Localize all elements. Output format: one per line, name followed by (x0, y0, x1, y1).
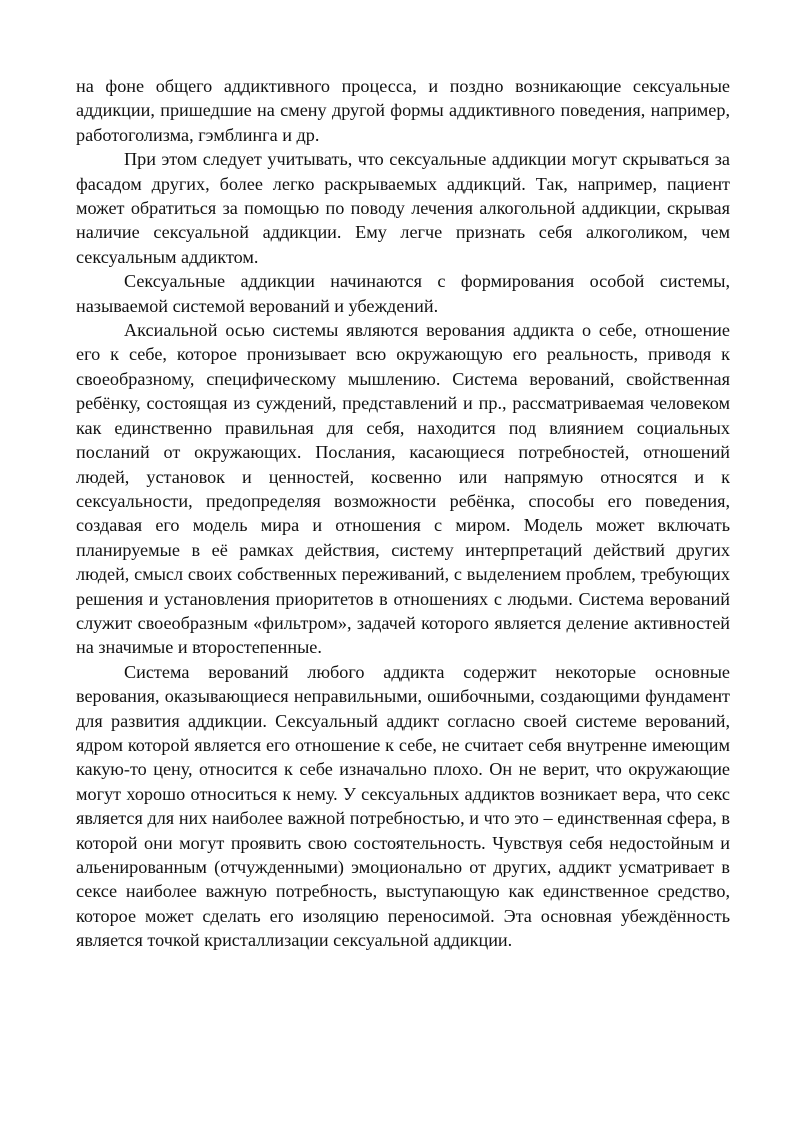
paragraph-axial-beliefs: Аксиальной осью системы являются верования аддикта о себе, отношение его к себе, которое пронизывает всю окружающую его реальность, приводя к своеобразному, специфическому мышлению. Система верований, свойственная ребёнку, состоящая из суждений, представлений и пр., рассматриваемая человеком как единственно правильная для себя, находится под влиянием социальных посланий от окружающих. Послания, касающиеся потребностей, отношений людей, установок и ценностей, косвенно или напрямую относятся и к сексуальности, предопределяя возможности ребёнка, способы его поведения, создавая его модель мира и отношения с миром. Модель может включать планируемые в её рамках действия, систему интерпретаций действий других людей, смысл своих собственных переживаний, с выделением проблем, требующих решения и установления приоритетов в отношениях с людьми. Система верований служит своеобразным «фильтром», задачей которого является деление активностей на значимые и второстепенные. (76, 320, 730, 658)
paragraph-core-beliefs: Система верований любого аддикта содержит некоторые основные верования, оказывающиеся неправильными, ошибочными, создающими фундамент для развития аддикции. Сексуальный аддикт согласно своей системе верований, ядром которой является его отношение к себе, не считает себя внутренне имеющим какую-то цену, относится к себе изначально плохо. Он не верит, что окружающие могут хорошо относиться к нему. У сексуальных аддиктов возникает вера, что секс является для них наиболее важной потребностью, и что это – единственная сфера, в которой они могут проявить свою состоятельность. Чувствуя себя недостойным и альенированным (отчужденными) эмоционально от других, аддикт усматривает в сексе наиболее важную потребность, выступающую как единственное средство, которое может сделать его изоляцию переносимой. Эта основная убеждённость является точкой кристаллизации сексуальной аддикции. (76, 661, 730, 951)
paragraph-hidden-addictions: При этом следует учитывать, что сексуальные аддикции могут скрываться за фасадом других, более легко раскрываемых аддикций. Так, например, пациент может обратиться за помощью по поводу лечения алкогольной аддикции, скрывая наличие сексуальной аддикции. Ему легче признать себя алкоголиком, чем сексуальным аддиктом. (76, 149, 730, 267)
paragraph-belief-system-intro: Сексуальные аддикции начинаются с формирования особой системы, называемой системой верований и убеждений. (76, 271, 730, 316)
document-page (76, 74, 730, 953)
paragraph-continuation: на фоне общего аддиктивного процесса, и поздно возникающие сексуальные аддикции, пришедшие на смену другой формы аддиктивного поведения, например, работоголизма, гэмблинга и др. (76, 76, 730, 145)
